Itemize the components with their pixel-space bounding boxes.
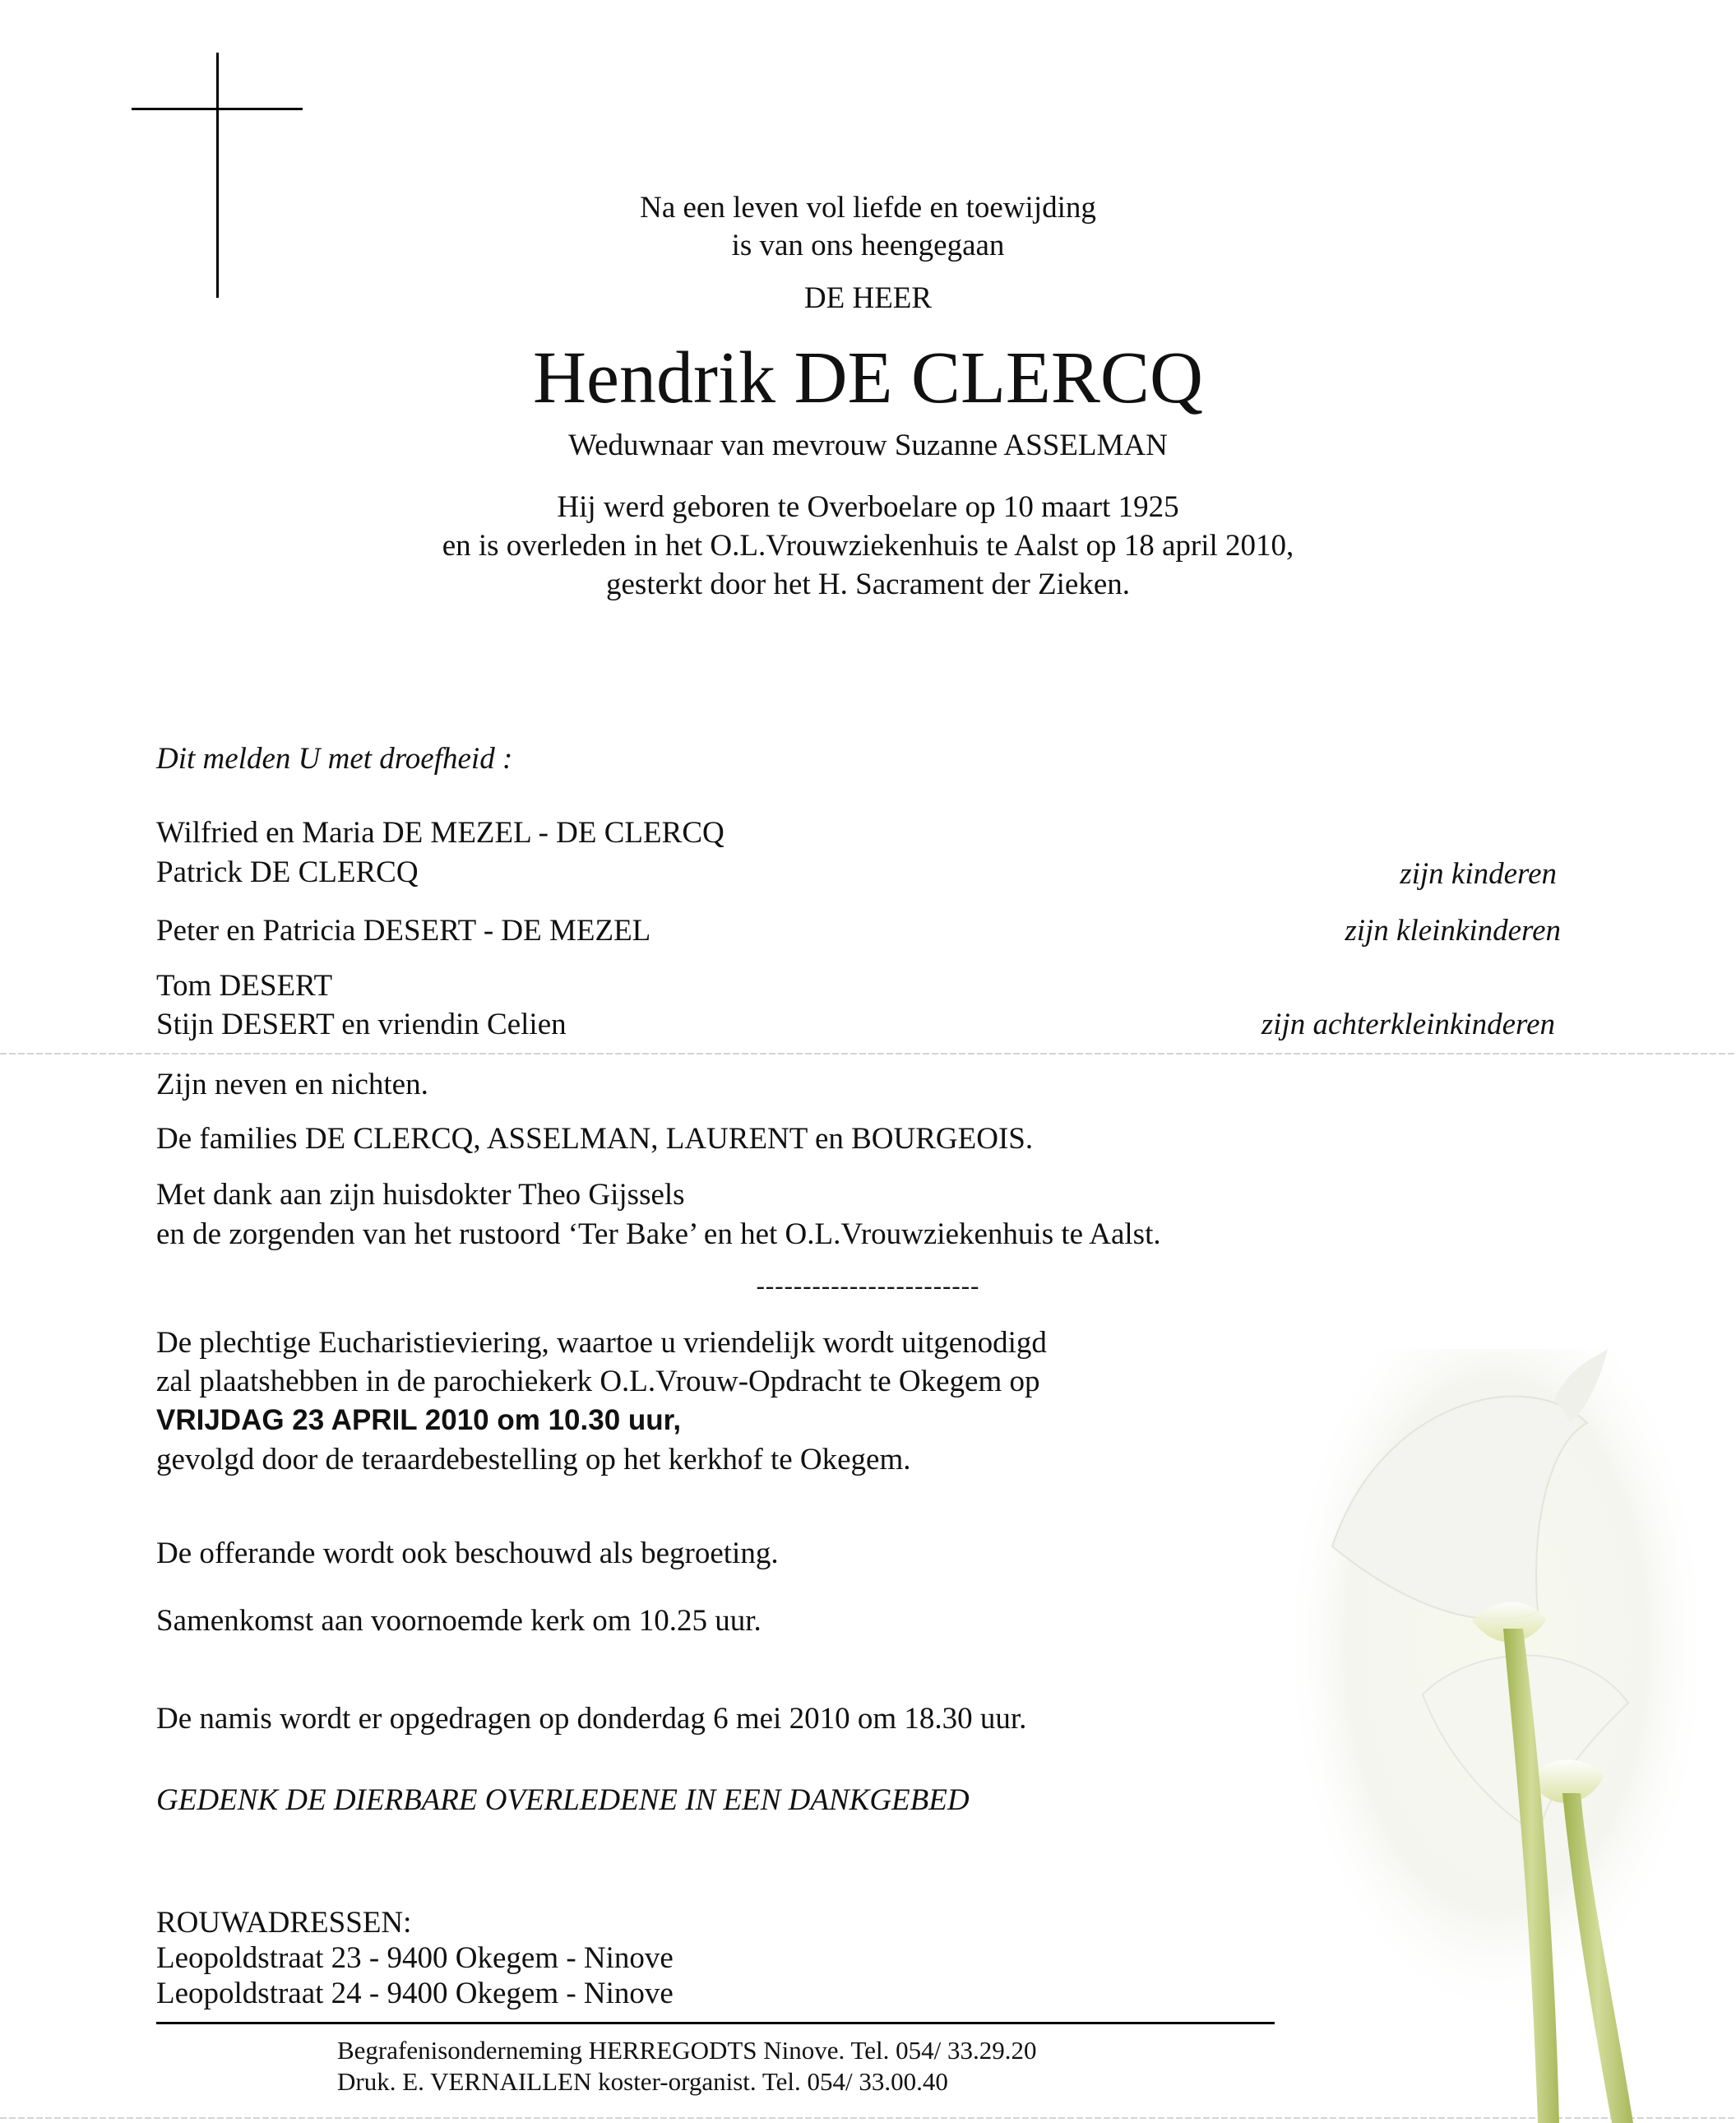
title-de-heer: DE HEER (803, 281, 933, 315)
cousins-line: Zijn neven en nichten. (156, 1068, 428, 1101)
grandchildren-label: zijn kleinkinderen (1345, 914, 1561, 948)
great-grandchildren-label: zijn achterkleinkinderen (1261, 1008, 1555, 1041)
intro-line-2: is van ons heengegaan (731, 229, 1005, 262)
namis-line: De namis wordt er opgedragen op donderdag 6 mei 2010 om 18.30 uur. (156, 1702, 1027, 1736)
samenkomst-line: Samenkomst aan voornoemde kerk om 10.25 uur. (156, 1604, 762, 1638)
children-name-2: Patrick DE CLERCQ (156, 855, 419, 889)
death-line: en is overleden in het O.L.Vrouwziekenhuis te Aalst op 18 april 2010, (442, 529, 1294, 563)
gedenk-line: GEDENK DE DIERBARE OVERLEDENE IN EEN DANKGEBED (156, 1783, 970, 1817)
announcement-line: Dit melden U met droefheid : (156, 742, 513, 776)
calla-lily-illustration (1283, 1349, 1727, 2123)
printer-line: Druk. E. VERNAILLEN koster-organist. Tel. 054/ 33.00.40 (337, 2067, 948, 2096)
children-label: zijn kinderen (1400, 857, 1557, 891)
deceased-name: Hendrik DE CLERCQ (533, 337, 1203, 419)
great-grandchild-2: Stijn DESERT en vriendin Celien (156, 1008, 567, 1041)
thanks-line-2: en de zorgenden van het rustoord ‘Ter Bake’ en het O.L.Vrouwziekenhuis te Aalst. (156, 1217, 1161, 1251)
thanks-line-1: Met dank aan zijn huisdokter Theo Gijssels (156, 1178, 685, 1212)
birth-line: Hij werd geboren te Overboelare op 10 maart 1925 (557, 490, 1179, 524)
service-line-2: zal plaatshebben in de parochiekerk O.L.Vrouw-Opdracht te Okegem op (156, 1365, 1040, 1398)
great-grandchild-1: Tom DESERT (156, 969, 333, 1003)
intro-line-1: Na een leven vol liefde en toewijding (640, 191, 1096, 225)
spouse-line: Weduwnaar van mevrouw Suzanne ASSELMAN (568, 429, 1168, 462)
addresses-heading: ROUWADRESSEN: (156, 1906, 412, 1940)
grandchildren-name: Peter en Patricia DESERT - DE MEZEL (156, 914, 651, 948)
undertaker-line: Begrafenisonderneming HERREGODTS Ninove. Tel. 054/ 33.29.20 (337, 2036, 1037, 2065)
dashed-separator: ------------------------ (756, 1271, 980, 1300)
service-date: VRIJDAG 23 APRIL 2010 om 10.30 uur, (156, 1404, 682, 1436)
fold-line (0, 1053, 1736, 1055)
service-line-1: De plechtige Eucharistieviering, waartoe u vriendelijk wordt uitgenodigd (156, 1326, 1047, 1360)
families-line: De families DE CLERCQ, ASSELMAN, LAURENT en BOURGEOIS. (156, 1122, 1034, 1156)
children-name-1: Wilfried en Maria DE MEZEL - DE CLERCQ (156, 816, 724, 850)
service-line-4: gevolgd door de teraardebestelling op het kerkhof te Okegem. (156, 1443, 911, 1476)
footer-rule (156, 2022, 1275, 2024)
address-1: Leopoldstraat 23 - 9400 Okegem - Ninove (156, 1941, 674, 1975)
sacrament-line: gesterkt door het H. Sacrament der Zieken. (606, 568, 1130, 601)
address-2: Leopoldstraat 24 - 9400 Okegem - Ninove (156, 1977, 674, 2010)
offerande-line: De offerande wordt ook beschouwd als begroeting. (156, 1537, 779, 1570)
